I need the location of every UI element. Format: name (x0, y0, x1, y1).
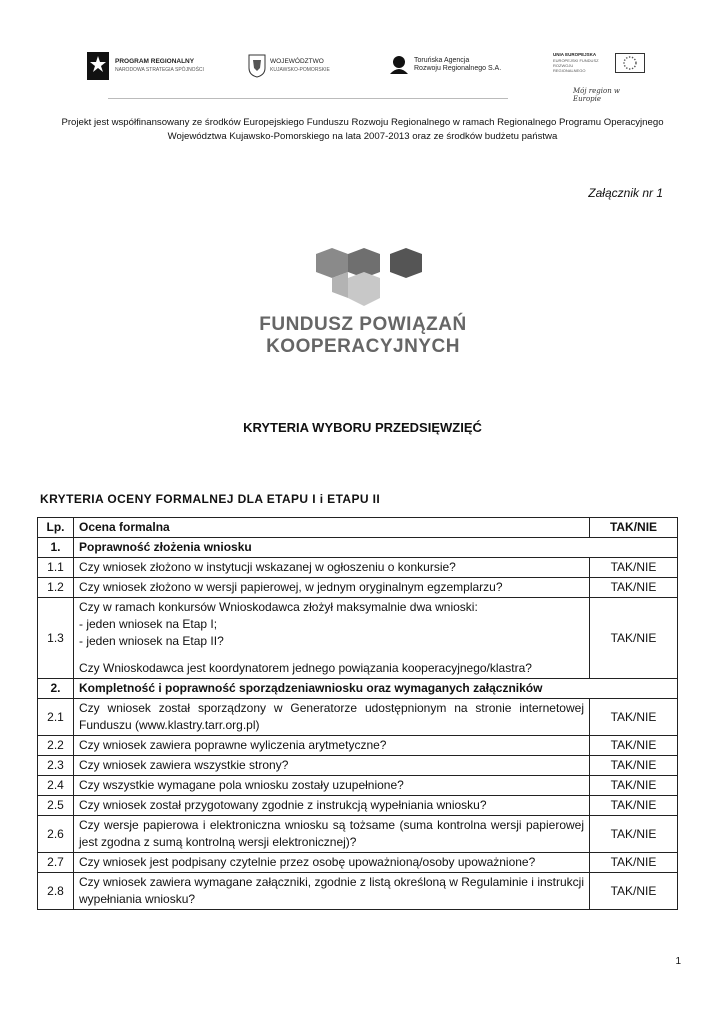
row-answer: TAK/NIE (590, 853, 678, 873)
logo-title: UNIA EUROPEJSKA (553, 52, 597, 57)
logo-title: WOJEWÓDZTWO (270, 58, 324, 65)
row-lp: 2.2 (38, 736, 74, 756)
eu-tagline: Mój region w Europie (573, 87, 620, 103)
row-criterion: Czy wniosek został sporządzony w Generatorze udostępnionym na stronie internetowej Funduszu (www.klastry.tarr.org.pl) (74, 699, 590, 736)
row-criterion: Czy wniosek zawiera wymagane załączniki, zgodnie z listą określoną w Regulaminie i instrukcji wypełniania wniosku? (74, 873, 590, 910)
row-answer: TAK/NIE (590, 558, 678, 578)
header-answer: TAK/NIE (590, 518, 678, 538)
group-num: 2. (38, 679, 74, 699)
eu-logo (553, 52, 645, 103)
table-row (38, 796, 678, 816)
table-row (38, 816, 678, 853)
coat-of-arms-icon (248, 54, 266, 78)
wojewodztwo-logo (248, 54, 330, 78)
row-lp: 2.5 (38, 796, 74, 816)
logo-title: PROGRAM REGIONALNY (115, 58, 195, 65)
fund-logo-line-2: KOOPERACYJNYCH (266, 336, 460, 357)
logo-title: Toruńska Agencja (414, 57, 470, 64)
table-row (38, 558, 678, 578)
row-answer: TAK/NIE (590, 796, 678, 816)
group-num: 1. (38, 538, 74, 558)
cofinancing-line-2: Województwa Kujawsko-Pomorskiego na lata 2007-2013 oraz ze środków budżetu państwa (167, 131, 558, 142)
row-criterion-line: Czy w ramach konkursów Wnioskodawca złożył maksymalnie dwa wnioski: (79, 600, 478, 614)
group-row (38, 538, 678, 558)
row-lp: 1.2 (38, 578, 74, 598)
row-answer: TAK/NIE (590, 598, 678, 679)
fund-logo-line-1: FUNDUSZ POWIĄZAŃ (259, 314, 467, 335)
row-criterion: Czy wniosek jest podpisany czytelnie przez osobę upoważnioną/osoby upoważnione? (74, 853, 590, 873)
header-criterion: Ocena formalna (74, 518, 590, 538)
row-criterion: Czy wniosek złożono w instytucji wskazanej w ogłoszeniu o konkursie? (74, 558, 590, 578)
row-criterion: Czy wersje papierowa i elektroniczna wniosku są tożsame (suma kontrolna wersji papierowej jest zgodna z sumą kontrolną wersji elektronicznej)? (74, 816, 590, 853)
table-row (38, 873, 678, 910)
table-row (38, 598, 678, 679)
criteria-table (37, 517, 678, 910)
logo-subtitle: KUJAWSKO-POMORSKIE (270, 67, 330, 73)
row-answer: TAK/NIE (590, 699, 678, 736)
row-answer: TAK/NIE (590, 736, 678, 756)
row-criterion: Czy wniosek złożono w wersji papierowej, w jednym oryginalnym egzemplarzu? (74, 578, 590, 598)
fund-cubes-icon (250, 248, 480, 310)
cofinancing-line-1: Projekt jest współfinansowany ze środków Europejskiego Funduszu Rozwoju Regionalnego w ramach Regionalnego Programu Operacyjnego (61, 117, 664, 128)
row-lp: 2.4 (38, 776, 74, 796)
row-lp: 1.1 (38, 558, 74, 578)
header-lp: Lp. (38, 518, 74, 538)
main-title: KRYTERIA WYBORU PRZEDSIĘWZIĘĆ (243, 420, 482, 435)
fund-logo-text (238, 314, 488, 358)
logo-subtitle: NARODOWA STRATEGIA SPÓJNOŚCI (115, 67, 204, 73)
group-row (38, 679, 678, 699)
eu-flag-icon (615, 53, 645, 73)
row-answer: TAK/NIE (590, 816, 678, 853)
header-logos (85, 50, 645, 110)
row-criterion: Czy wniosek został przygotowany zgodnie z instrukcją wypełniania wniosku? (74, 796, 590, 816)
row-lp: 2.1 (38, 699, 74, 736)
table-row (38, 756, 678, 776)
row-criterion-line: - jeden wniosek na Etap II? (79, 634, 224, 648)
page-number: 1 (675, 956, 681, 967)
table-row (38, 736, 678, 756)
row-criterion-line: Czy Wnioskodawca jest koordynatorem jednego powiązania kooperacyjnego/klastra? (79, 661, 532, 675)
row-lp: 1.3 (38, 598, 74, 679)
annex-label: Załącznik nr 1 (588, 186, 663, 200)
group-title: Poprawność złożenia wniosku (74, 538, 678, 558)
section-title: KRYTERIA OCENY FORMALNEJ DLA ETAPU I i ETAPU II (40, 492, 381, 506)
row-answer: TAK/NIE (590, 756, 678, 776)
table-row (38, 578, 678, 598)
row-criterion-line: - jeden wniosek na Etap I; (79, 617, 218, 631)
logo-subtitle: EUROPEJSKI FUNDUSZ ROZWOJU REGIONALNEGO (553, 58, 599, 73)
table-row (38, 699, 678, 736)
row-criterion: Czy wszystkie wymagane pola wniosku zostały uzupełnione? (74, 776, 590, 796)
row-criterion-multiline (74, 598, 590, 679)
tarr-leaf-icon (388, 54, 410, 76)
row-criterion: Czy wniosek zawiera wszystkie strony? (74, 756, 590, 776)
row-lp: 2.8 (38, 873, 74, 910)
program-regionalny-icon (85, 50, 111, 82)
group-title: Kompletność i poprawność sporządzeniawniosku oraz wymaganych załączników (74, 679, 678, 699)
row-answer: TAK/NIE (590, 578, 678, 598)
logo-subtitle: Rozwoju Regionalnego S.A. (414, 65, 502, 72)
tarr-logo (388, 54, 501, 76)
table-row (38, 776, 678, 796)
row-answer: TAK/NIE (590, 873, 678, 910)
program-regionalny-logo (85, 50, 204, 82)
row-lp: 2.3 (38, 756, 74, 776)
cofinancing-note (30, 116, 695, 144)
row-answer: TAK/NIE (590, 776, 678, 796)
row-criterion: Czy wniosek zawiera poprawne wyliczenia arytmetyczne? (74, 736, 590, 756)
row-lp: 2.6 (38, 816, 74, 853)
table-row (38, 853, 678, 873)
table-header-row (38, 518, 678, 538)
header-divider (108, 98, 508, 99)
row-lp: 2.7 (38, 853, 74, 873)
